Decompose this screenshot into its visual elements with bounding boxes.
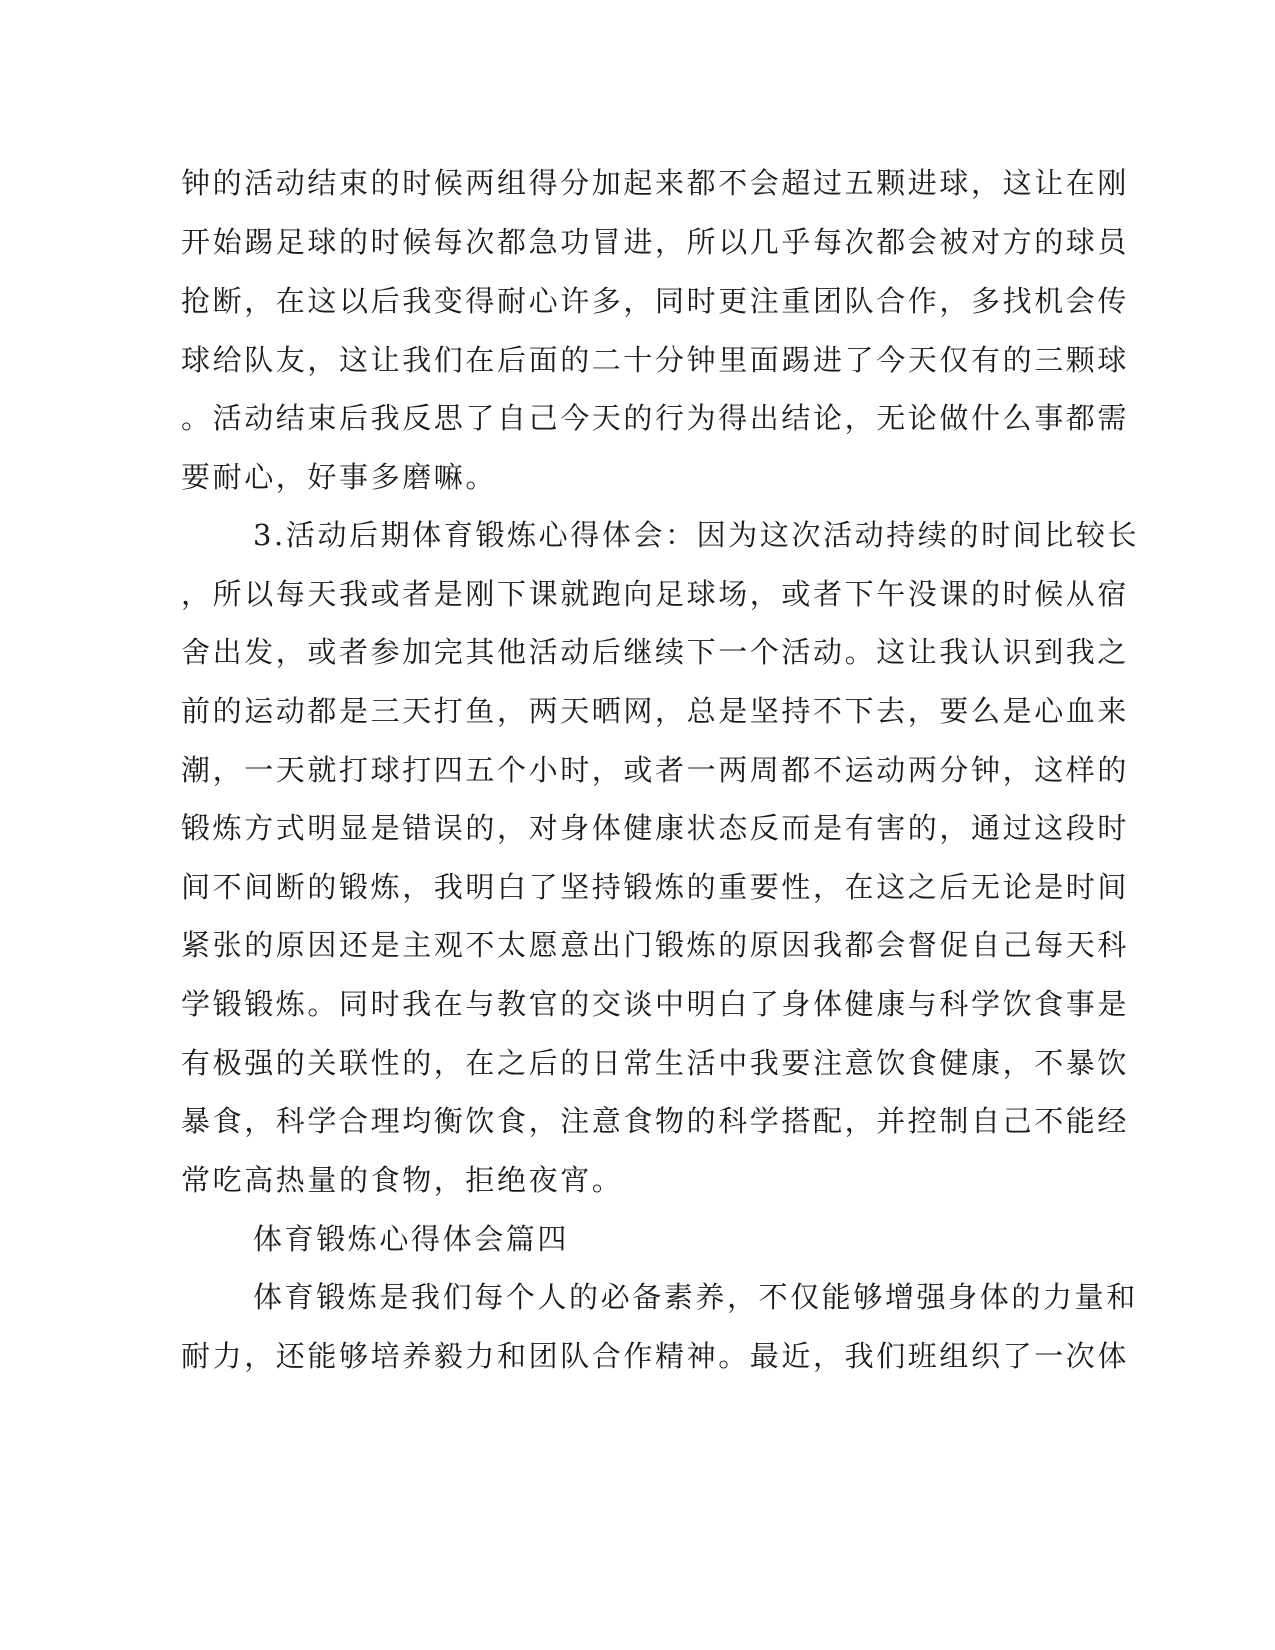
text-line: 有极强的关联性的，在之后的日常生活中我要注意饮食健康，不暴饮 [181, 1046, 1130, 1080]
text-line: 锻炼方式明显是错误的，对身体健康状态反而是有害的，通过这段时 [181, 811, 1130, 845]
text-line: 常吃高热量的食物，拒绝夜宵。 [181, 1163, 624, 1197]
text-line: 要耐心，好事多磨嘛。 [181, 460, 498, 494]
text-line: 3.活动后期体育锻炼心得体会：因为这次活动持续的时间比较长 [253, 518, 1140, 552]
text-line: 紧张的原因还是主观不太愿意出门锻炼的原因我都会督促自己每天科 [181, 928, 1130, 962]
text-line: 耐力，还能够培养毅力和团队合作精神。最近，我们班组织了一次体 [181, 1339, 1130, 1373]
text-line: 前的运动都是三天打鱼，两天晒网，总是坚持不下去，要么是心血来 [181, 694, 1130, 728]
text-line: 舍出发，或者参加完其他活动后继续下一个活动。这让我认识到我之 [181, 635, 1130, 669]
section-heading: 体育锻炼心得体会篇四 [253, 1222, 570, 1256]
text-line: ，所以每天我或者是刚下课就跑向足球场，或者下午没课的时候从宿 [181, 577, 1130, 611]
text-line: 抢断，在这以后我变得耐心许多，同时更注重团队合作，多找机会传 [181, 284, 1130, 318]
text-line: 间不间断的锻炼，我明白了坚持锻炼的重要性，在这之后无论是时间 [181, 870, 1130, 904]
text-line: 开始踢足球的时候每次都急功冒进，所以几乎每次都会被对方的球员 [181, 225, 1130, 259]
text-line: 。活动结束后我反思了自己今天的行为得出结论，无论做什么事都需 [181, 401, 1130, 435]
text-line: 学锻锻炼。同时我在与教官的交谈中明白了身体健康与科学饮食事是 [181, 987, 1130, 1021]
text-line: 体育锻炼是我们每个人的必备素养，不仅能够增强身体的力量和 [253, 1280, 1138, 1314]
text-line: 钟的活动结束的时候两组得分加起来都不会超过五颗进球，这让在刚 [181, 166, 1130, 200]
text-line: 球给队友，这让我们在后面的二十分钟里面踢进了今天仅有的三颗球 [181, 343, 1130, 377]
text-line: 暴食，科学合理均衡饮食，注意食物的科学搭配，并控制自己不能经 [181, 1104, 1130, 1138]
text-line: 潮，一天就打球打四五个小时，或者一两周都不运动两分钟，这样的 [181, 753, 1130, 787]
